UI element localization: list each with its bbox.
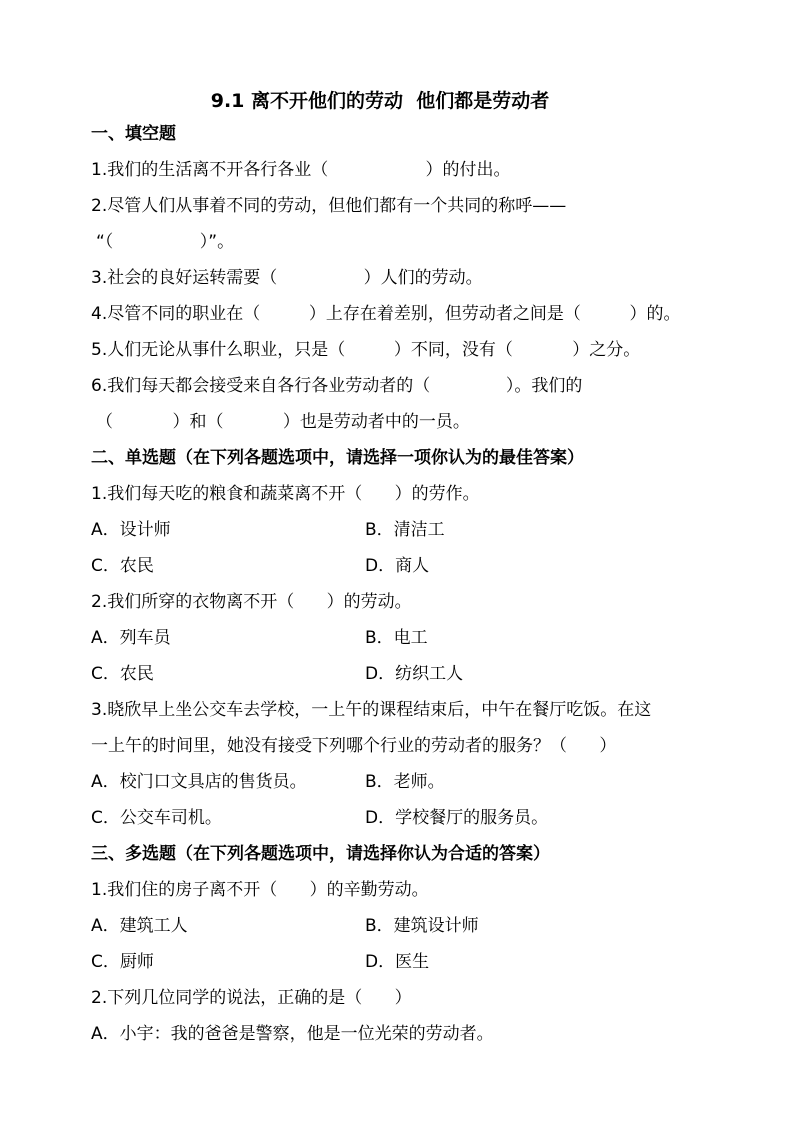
single-question-3-line-2: 一上午的时间里，她没有接受下列哪个行业的劳动者的服务？（ ） [91,736,617,756]
section-heading-multi-choice: 三、多选题（在下列各题选项中，请选择你认为合适的答案） [91,844,550,864]
single-question-1-option-c: C．农民 [91,556,154,576]
single-question-3-option-d: D．学校餐厅的服务员。 [365,808,549,828]
single-question-2-option-a: A．列车员 [91,628,171,648]
fill-question-4: 4.尽管不同的职业在（ ）上存在着差别，但劳动者之间是（ ）的。 [91,304,681,324]
fill-question-2-line-2: “（ ）”。 [96,232,235,252]
single-question-1-option-b: B．清洁工 [365,520,445,540]
fill-question-6-line-1: 6.我们每天都会接受来自各行各业劳动者的（ ）。我们的 [91,376,583,396]
single-question-3-option-b: B．老师。 [365,772,445,792]
single-question-2-option-d: D．纺织工人 [365,664,464,684]
multi-question-1-option-c: C．厨师 [91,952,154,972]
single-question-3-option-c: C．公交车司机。 [91,808,222,828]
single-question-1: 1.我们每天吃的粮食和蔬菜离不开（ ）的劳作。 [91,484,480,504]
section-heading-fill-blank: 一、填空题 [91,124,176,144]
fill-question-3: 3.社会的良好运转需要（ ）人们的劳动。 [91,268,483,288]
section-heading-single-choice: 二、单选题（在下列各题选项中，请选择一项你认为的最佳答案） [91,448,584,468]
fill-question-5: 5.人们无论从事什么职业，只是（ ）不同，没有（ ）之分。 [91,340,641,360]
multi-question-1-option-b: B．建筑设计师 [365,916,479,936]
single-question-3-option-a: A．校门口文具店的售货员。 [91,772,307,792]
multi-question-1-option-a: A．建筑工人 [91,916,188,936]
single-question-3-line-1: 3.晓欣早上坐公交车去学校，一上午的课程结束后，中午在餐厅吃饭。在这 [91,700,652,720]
multi-question-1-option-d: D．医生 [365,952,430,972]
multi-question-1: 1.我们住的房子离不开（ ）的辛勤劳动。 [91,880,429,900]
multi-question-2-option-a: A．小宇：我的爸爸是警察，他是一位光荣的劳动者。 [91,1024,494,1044]
single-question-1-option-d: D．商人 [365,556,430,576]
single-question-2: 2.我们所穿的衣物离不开（ ）的劳动。 [91,592,412,612]
fill-question-2-line-1: 2.尽管人们从事着不同的劳动，但他们都有一个共同的称呼—— [91,196,567,216]
single-question-1-option-a: A．设计师 [91,520,171,540]
page-title: 9.1 离不开他们的劳动 他们都是劳动者 [210,90,550,112]
fill-question-1: 1.我们的生活离不开各行各业（ ）的付出。 [91,160,511,180]
single-question-2-option-b: B．电工 [365,628,428,648]
fill-question-6-line-2: （ ）和（ ）也是劳动者中的一员。 [96,412,470,432]
single-question-2-option-c: C．农民 [91,664,154,684]
multi-question-2: 2.下列几位同学的说法，正确的是（ ） [91,988,412,1008]
